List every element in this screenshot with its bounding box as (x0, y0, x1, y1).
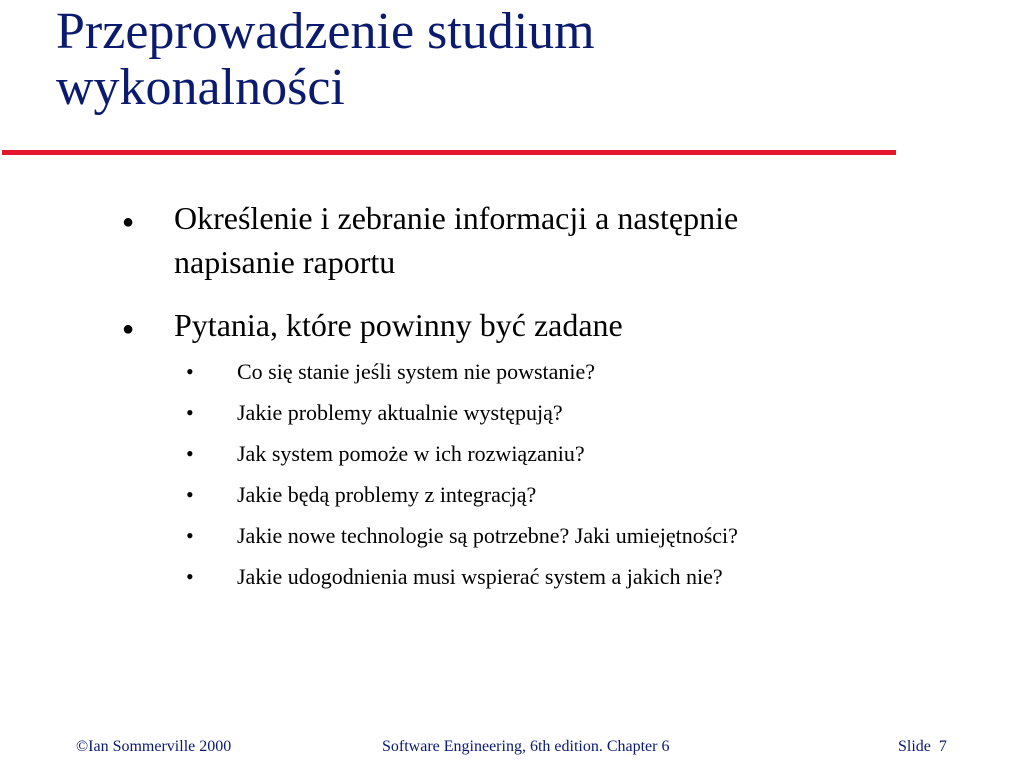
sub-bullet-marker: • (186, 523, 194, 548)
sub-bullet-6: Jakie udogodnienia musi wspierać system a jakich nie? (237, 564, 723, 589)
footer-slide-number: Slide 7 (898, 738, 947, 755)
sub-bullet-marker: • (186, 359, 194, 384)
bullet-marker-1: ● (122, 211, 135, 233)
footer-copyright: ©Ian Sommerville 2000 (76, 738, 232, 755)
sub-bullet-marker: • (186, 441, 194, 466)
bullet-1-line-2: napisanie raportu (174, 244, 396, 280)
title-underline-rule (2, 150, 896, 155)
bullet-1-line-1: Określenie i zebranie informacji a następnie (174, 200, 739, 236)
sub-bullet-marker: • (186, 400, 194, 425)
bullet-2-line-1: Pytania, które powinny być zadane (174, 307, 623, 343)
bullet-marker-2: ● (122, 318, 135, 340)
sub-bullet-marker: • (186, 482, 194, 507)
title-line-2: wykonalności (56, 59, 345, 116)
sub-bullet-3: Jak system pomoże w ich rozwiązaniu? (237, 441, 585, 466)
footer-book-title: Software Engineering, 6th edition. Chapter 6 (382, 738, 670, 755)
sub-bullet-4: Jakie będą problemy z integracją? (237, 482, 537, 507)
slide-title (56, 4, 956, 116)
sub-bullet-marker: • (186, 564, 194, 589)
sub-bullet-5: Jakie nowe technologie są potrzebne? Jaki umiejętności? (237, 523, 738, 548)
title-line-1: Przeprowadzenie studium (56, 3, 595, 60)
sub-bullet-1: Co się stanie jeśli system nie powstanie? (237, 359, 596, 384)
sub-bullet-2: Jakie problemy aktualnie występują? (237, 400, 563, 425)
